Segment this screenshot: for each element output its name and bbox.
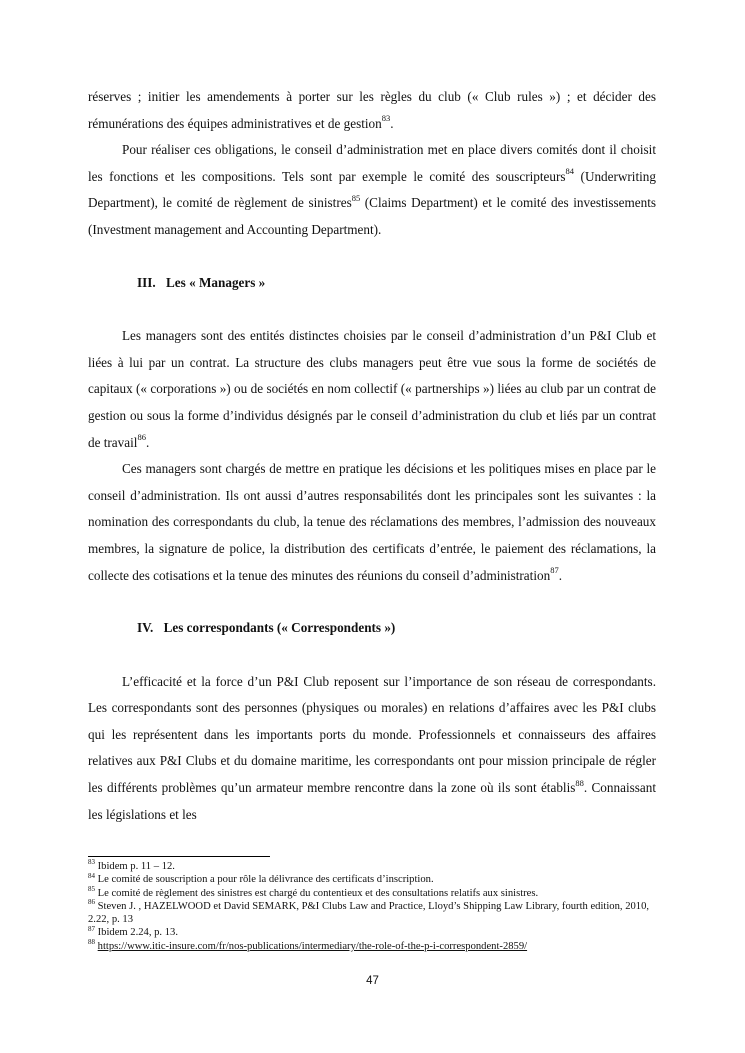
text: réserves ; initier les amendements à porter sur les règles du club (« Club rules ») ; et décider des rémunérations des équipes administratives et de gestion — [88, 89, 656, 131]
footnote-number: 83 — [88, 858, 95, 867]
footnote-ref-86[interactable]: 86 — [137, 432, 146, 443]
paragraph-5 — [88, 669, 656, 829]
paragraph-4 — [88, 456, 656, 589]
footnote-ref-84[interactable]: 84 — [565, 166, 575, 177]
footnote-88 — [88, 940, 658, 953]
footnote-text: Le comité de souscription a pour rôle la délivrance des certificats d’inscription. — [95, 874, 434, 886]
paragraph-2 — [88, 137, 656, 243]
page-body — [88, 84, 656, 828]
section-number: IV. — [137, 620, 154, 636]
text: . — [558, 567, 562, 583]
page-number: 47 — [366, 975, 379, 987]
text: Ces managers sont chargés de mettre en pratique les décisions et les politiques mises en place par le conseil d’administration. Ils ont aussi d’autres responsabilités dont les principales sont les suivantes : la nomination des correspondants du club, la tenue des réclamations des membres, l’admission des nouveaux membres, la signature de police, la distribution des certificats d’entrée, le paiement des réclamations, la collecte des cotisations et la tenue des minutes des réunions du conseil d’administration — [88, 461, 656, 583]
footnote-number: 87 — [88, 924, 95, 933]
footnote-ref-83[interactable]: 83 — [381, 113, 391, 124]
footnote-text: Steven J. , HAZELWOOD et David SEMARK, P&I Clubs Law and Practice, Lloyd’s Shipping Law Library, fourth edition, 2010, 2.22, p. 13 — [88, 900, 650, 926]
paragraph-3 — [88, 323, 656, 456]
footnote-number: 84 — [88, 871, 95, 880]
section-number: III. — [137, 274, 156, 290]
text: . — [390, 115, 394, 131]
text: L’efficacité et la force d’un P&I Club reposent sur l’importance de son réseau de correspondants. Les correspondants sont des personnes (physiques ou morales) en relations d’affaires avec les P&I clubs qui les représentent dans les importants ports du monde. Professionnels et connaisseurs des affaires relatives aux P&I Clubs et du domaine maritime, les correspondants ont pour mission principale de régler les différents problèmes qu’un armateur membre rencontre dans la zone où ils sont établis — [88, 673, 656, 796]
footnote-86 — [88, 900, 658, 927]
footnote-number: 86 — [88, 898, 95, 907]
text: Les managers sont des entités distinctes choisies par le conseil d’administration d’un P&I Club et liées à lui par un contrat. La structure des clubs managers peut être vue sous la forme de sociétés de capitaux (« corporations ») ou de sociétés en nom collectif (« partnerships ») liées au club par un contrat de gestion ou sous la forme d’individus désignés par le conseil d’administration du club et liés par un contrat de travail — [88, 328, 656, 450]
text: (Underwriting Department), le comité de règlement de sinistres — [88, 168, 656, 211]
footnote-text: Ibidem 2.24, p. 13. — [95, 927, 178, 939]
text: (Claims Department) et le comité des investissements (Investment management and Accounting Department). — [88, 195, 656, 237]
footnote-text: Le comité de règlement des sinistres est chargé du contentieux et des consultations relatifs aux sinistres. — [95, 887, 539, 899]
footnote-number: 85 — [88, 885, 95, 894]
section-heading-managers — [88, 270, 656, 297]
section-title: Les « Managers » — [166, 274, 266, 290]
footnote-84 — [88, 873, 658, 886]
footnote-ref-85[interactable]: 85 — [351, 192, 361, 203]
footnote-link[interactable]: https://www.itic-insure.com/fr/nos-publications/intermediary/the-role-of-the-p-i-correspondent-2859/ — [97, 940, 528, 952]
section-title: Les correspondants (« Correspondents ») — [163, 620, 396, 636]
section-heading-correspondents — [88, 615, 656, 642]
paragraph-1 — [88, 84, 656, 137]
text: Pour réaliser ces obligations, le conseil d’administration met en place divers comités dont il choisit les fonctions et les compositions. Tels sont par exemple le comité des souscripteurs — [88, 142, 656, 184]
text: . Connaissant les législations et les — [88, 780, 656, 822]
footnote-83 — [88, 860, 658, 873]
text: . — [145, 434, 150, 450]
footnote-ref-88[interactable]: 88 — [575, 777, 584, 788]
footnote-85 — [88, 887, 658, 900]
footnote-number: 88 — [88, 938, 95, 947]
footnote-ref-87[interactable]: 87 — [550, 565, 559, 576]
footnotes — [88, 860, 658, 953]
footnote-text: Ibidem p. 11 – 12. — [95, 861, 175, 872]
footnote-87 — [88, 926, 658, 939]
footnote-separator — [88, 856, 270, 857]
